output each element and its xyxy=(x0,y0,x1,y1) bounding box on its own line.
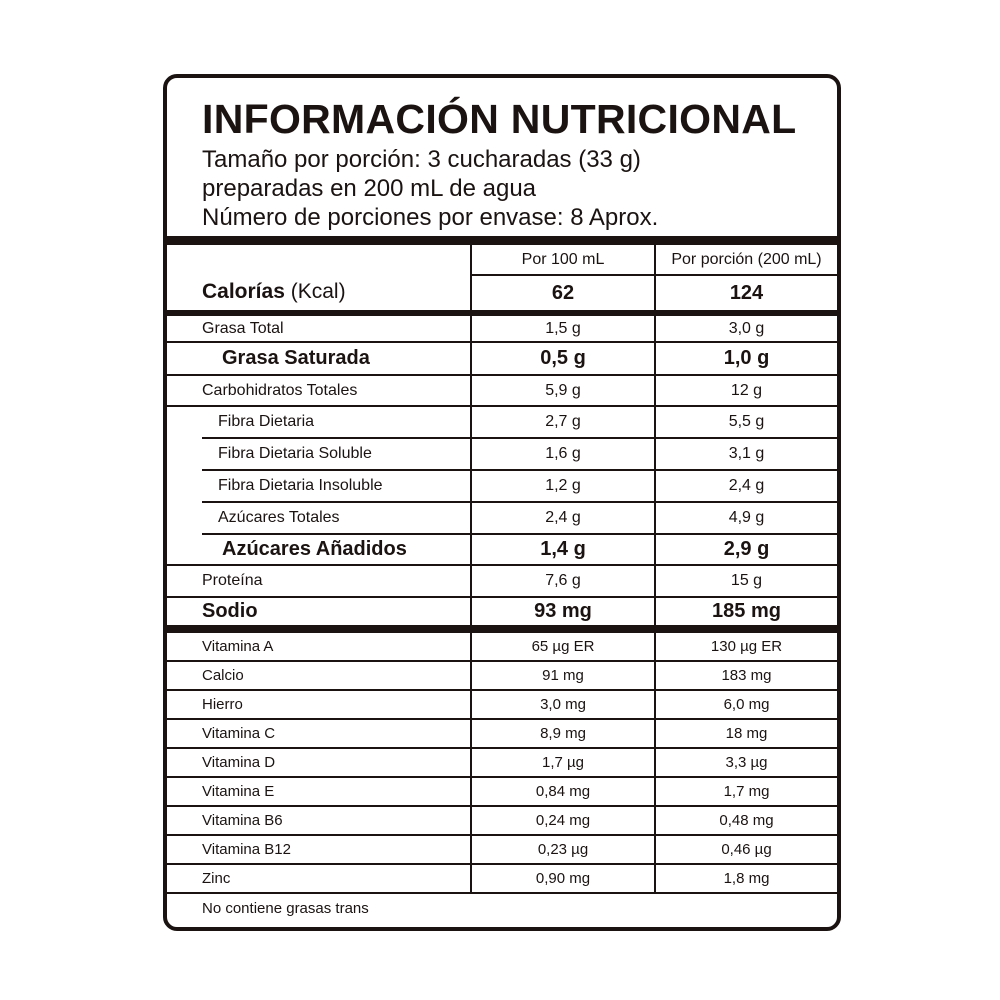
nutrient-label-soluble-fiber: Fibra Dietaria Soluble xyxy=(218,445,372,462)
servings-per-container-text: Número de porciones por envase: 8 Aprox. xyxy=(202,204,659,231)
nutrient-label-total-sugars: Azúcares Totales xyxy=(218,509,340,526)
footer-note: No contiene grasas trans xyxy=(202,900,369,917)
nutrient-label-saturated-fat: Grasa Saturada xyxy=(222,347,370,369)
nutrient-label-dietary-fiber: Fibra Dietaria xyxy=(218,413,315,430)
vitamin-label-c: Vitamina C xyxy=(202,725,276,742)
vitamin-label-a: Vitamina A xyxy=(202,638,274,655)
vitamin-value-per-serving: 18 mg xyxy=(725,725,768,742)
nutrient-value-per-serving: 5,5 g xyxy=(728,413,765,430)
mineral-label-iron: Hierro xyxy=(202,696,243,713)
vitamin-value-per-100ml: 0,24 mg xyxy=(535,812,591,829)
vitamin-value-per-100ml: 0,23 µg xyxy=(537,841,589,858)
header-divider xyxy=(167,236,837,245)
nutrition-header xyxy=(167,78,837,238)
vitamin-value-per-serving: 0,46 µg xyxy=(721,841,772,858)
row-divider xyxy=(167,892,837,894)
nutrient-value-per-serving: 15 g xyxy=(730,572,763,589)
vitamin-label-b6: Vitamina B6 xyxy=(202,812,283,829)
nutrient-label-total-carbohydrates: Carbohidratos Totales xyxy=(202,381,358,399)
vitamin-value-per-100ml: 0,84 mg xyxy=(535,783,591,800)
mineral-label-calcium: Calcio xyxy=(202,667,244,684)
nutrient-value-per-100ml: 7,6 g xyxy=(545,572,581,589)
nutrient-value-per-serving: 12 g xyxy=(730,381,763,399)
vitamin-value-per-100ml: 65 µg ER xyxy=(531,638,595,655)
nutrient-label-protein: Proteína xyxy=(202,572,263,589)
vitamin-value-per-100ml: 8,9 mg xyxy=(540,725,586,742)
vitamins-divider xyxy=(167,625,837,633)
vitamin-value-per-serving: 1,7 mg xyxy=(723,783,770,800)
vitamin-label-d: Vitamina D xyxy=(202,754,276,771)
calories-label-text: Calorías xyxy=(202,280,285,303)
nutrient-value-per-100ml: 1,4 g xyxy=(540,538,586,560)
vitamin-label-b12: Vitamina B12 xyxy=(202,841,291,858)
vitamin-value-per-100ml: 91 mg xyxy=(542,667,584,684)
calories-label xyxy=(202,276,346,308)
nutrient-label-insoluble-fiber: Fibra Dietaria Insoluble xyxy=(218,477,383,494)
nutrient-value-per-100ml: 0,5 g xyxy=(540,347,586,369)
column-header-per-serving: Por porción (200 mL) xyxy=(671,251,822,268)
nutrient-value-per-serving: 185 mg xyxy=(712,600,781,622)
nutrient-value-per-100ml: 1,5 g xyxy=(545,319,581,337)
nutrient-label-added-sugars: Azúcares Añadidos xyxy=(222,538,407,560)
vitamin-value-per-serving: 0,48 mg xyxy=(719,812,774,829)
nutrient-value-per-serving: 2,9 g xyxy=(723,538,770,560)
calories-per-serving: 124 xyxy=(729,281,764,304)
nutrient-value-per-serving: 3,0 g xyxy=(728,319,765,337)
nutrient-value-per-100ml: 1,2 g xyxy=(545,477,581,494)
calories-per-100ml: 62 xyxy=(551,281,575,304)
vitamin-value-per-100ml: 1,7 µg xyxy=(541,754,584,771)
nutrient-value-per-100ml: 5,9 g xyxy=(545,381,581,399)
vitamin-label-e: Vitamina E xyxy=(202,783,275,800)
serving-size-text: Tamaño por porción: 3 cucharadas (33 g) xyxy=(202,146,641,173)
vitamin-value-per-serving: 130 µg ER xyxy=(710,638,783,655)
nutrient-value-per-100ml: 2,4 g xyxy=(545,509,581,526)
nutrient-label-total-fat: Grasa Total xyxy=(202,319,284,337)
vitamin-value-per-100ml: 3,0 mg xyxy=(540,696,586,713)
vitamin-value-per-serving: 6,0 mg xyxy=(723,696,770,713)
nutrient-value-per-100ml: 1,6 g xyxy=(545,445,581,462)
vitamin-value-per-serving: 183 mg xyxy=(721,667,772,684)
nutrient-label-sodium: Sodio xyxy=(202,600,258,622)
nutrient-value-per-100ml: 93 mg xyxy=(534,600,592,622)
calories-unit: (Kcal) xyxy=(290,280,346,303)
nutrient-value-per-serving: 3,1 g xyxy=(728,445,765,462)
column-header-per-100ml: Por 100 mL xyxy=(521,251,605,268)
nutrient-value-per-serving: 2,4 g xyxy=(728,477,765,494)
vitamin-value-per-serving: 1,8 mg xyxy=(723,870,770,887)
panel-title: INFORMACIÓN NUTRICIONAL xyxy=(202,96,797,142)
nutrient-value-per-serving: 1,0 g xyxy=(723,347,770,369)
preparation-text: preparadas en 200 mL de agua xyxy=(202,175,537,202)
nutrition-facts-panel xyxy=(163,74,841,931)
vitamin-value-per-100ml: 0,90 mg xyxy=(535,870,591,887)
mineral-label-zinc: Zinc xyxy=(202,870,231,887)
vitamin-value-per-serving: 3,3 µg xyxy=(725,754,768,771)
nutrient-value-per-serving: 4,9 g xyxy=(728,509,765,526)
nutrient-value-per-100ml: 2,7 g xyxy=(545,413,581,430)
